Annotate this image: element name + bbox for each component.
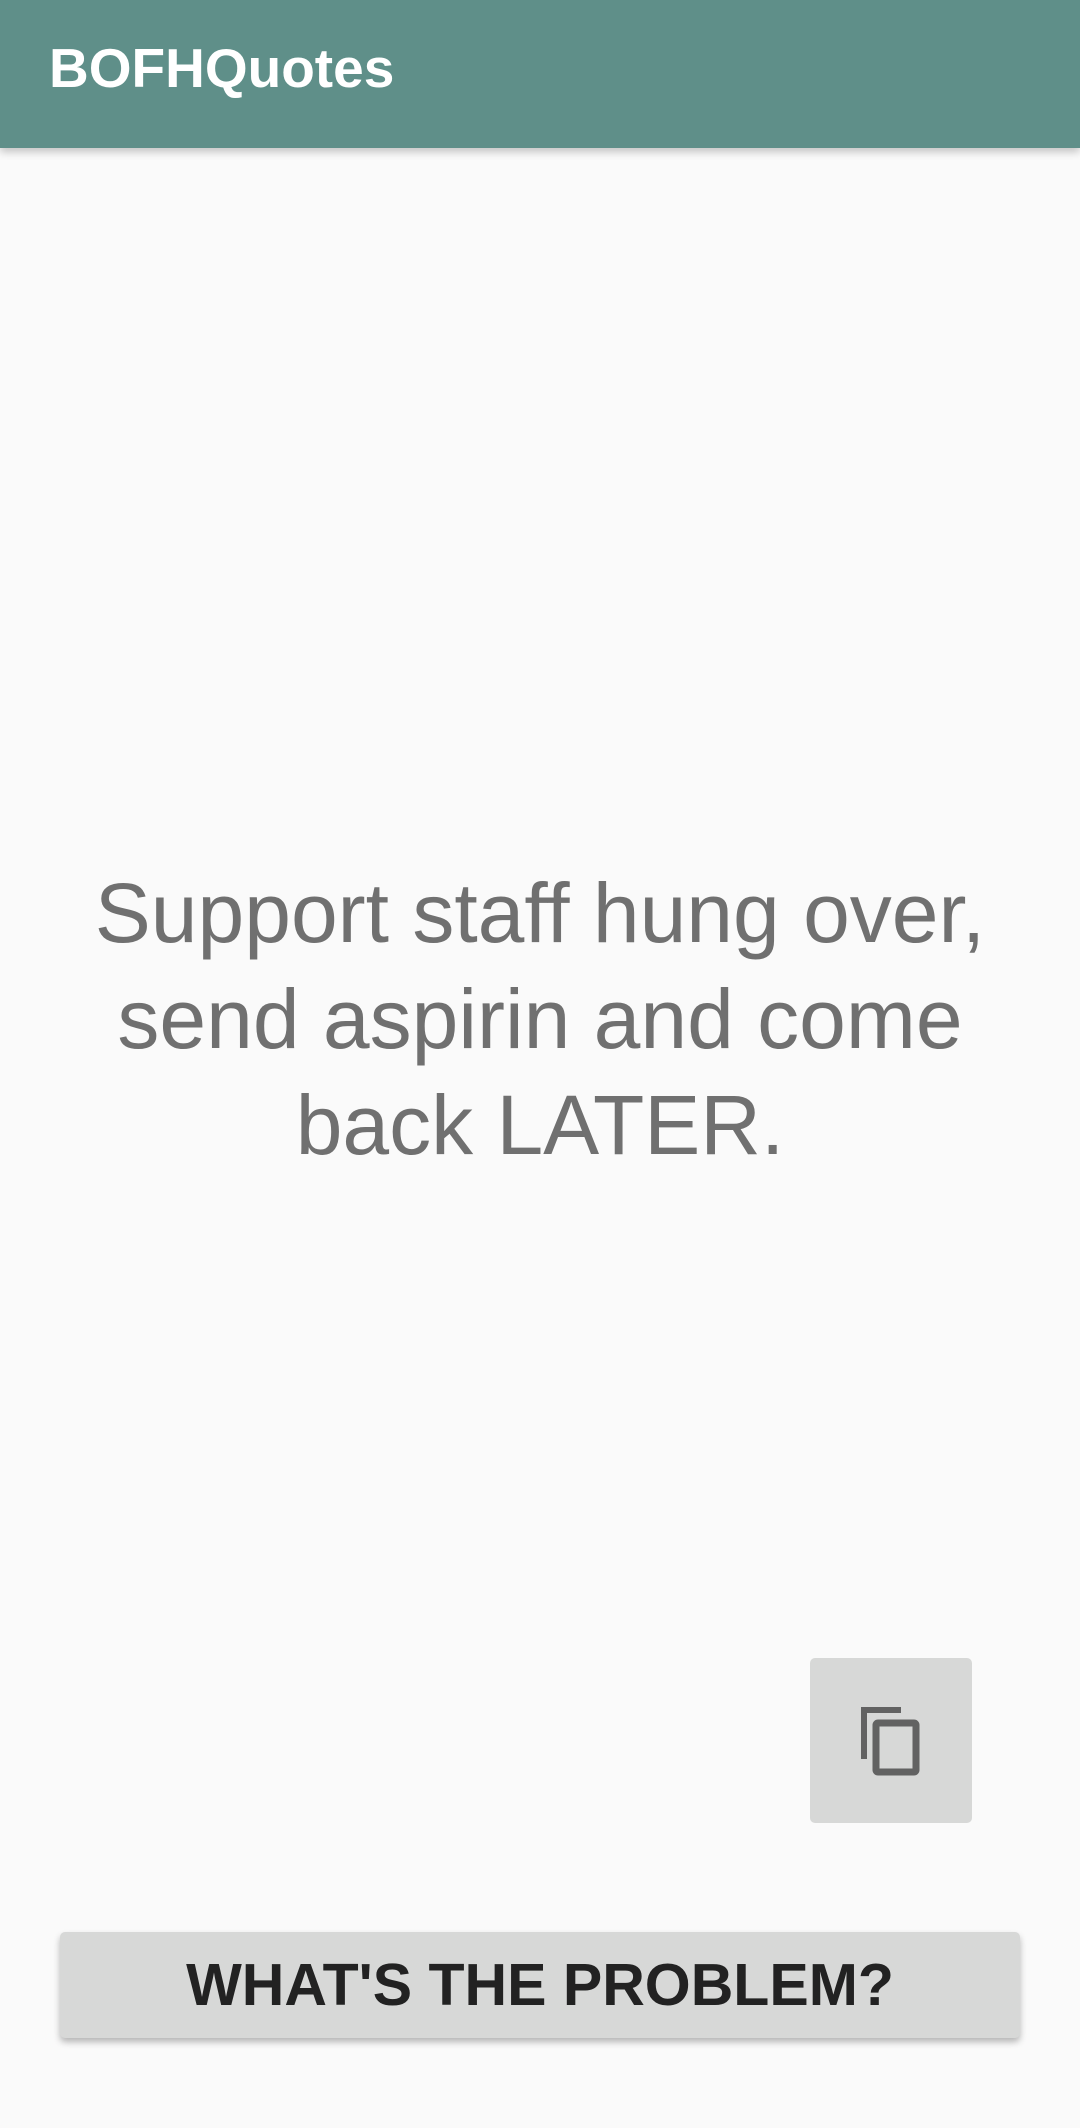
quote-area	[40, 860, 1040, 1178]
whats-the-problem-button[interactable]: WHAT'S THE PROBLEM?	[60, 1932, 1020, 2038]
app-title: BOFHQuotes	[49, 37, 395, 99]
copy-button[interactable]	[810, 1658, 972, 1823]
quote-text: Support staff hung over, send aspirin and come back LATER.	[94, 866, 986, 1172]
app-bar	[0, 0, 1080, 148]
copy-icon	[859, 1706, 923, 1776]
